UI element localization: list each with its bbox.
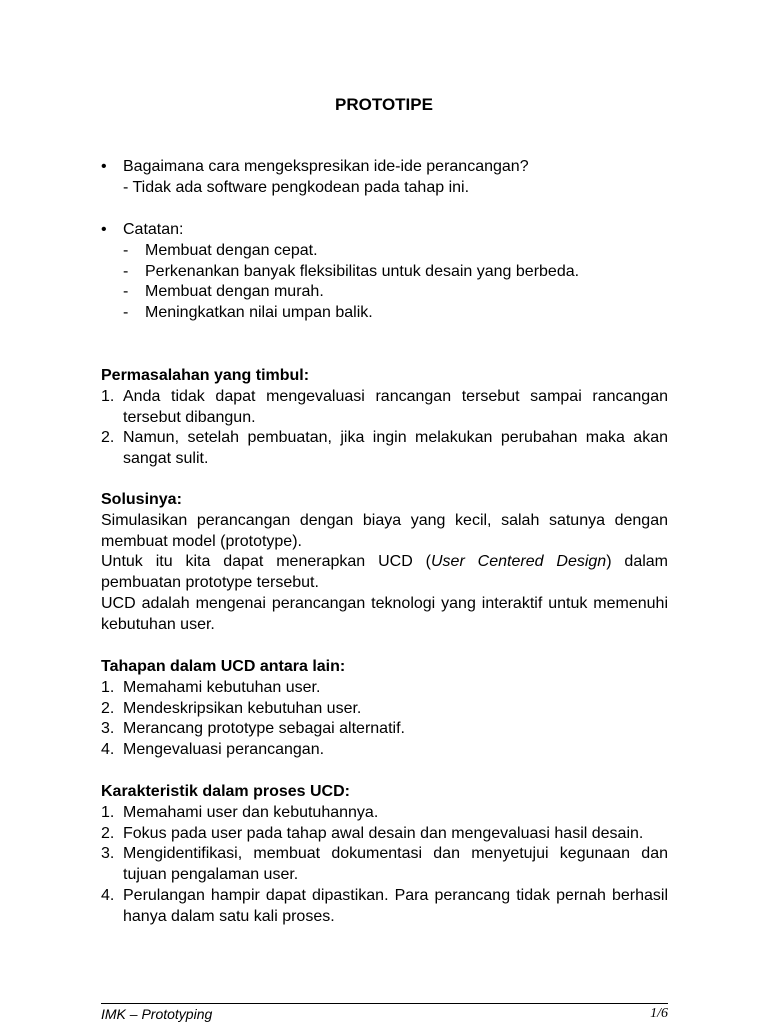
note-item: - Meningkatkan nilai umpan balik. xyxy=(123,304,373,322)
list-item: 3. Merancang prototype sebagai alternatif. xyxy=(101,720,405,738)
bullet-symbol: • xyxy=(101,221,107,238)
footer-divider xyxy=(101,1003,668,1004)
note-item: - Membuat dengan cepat. xyxy=(123,241,318,259)
solution-section xyxy=(101,490,668,636)
stages-section xyxy=(101,657,668,761)
note-item: - Perkenankan banyak fleksibilitas untuk desain yang berbeda. xyxy=(123,262,580,280)
list-item: 1. Memahami user dan kebutuhannya. xyxy=(101,803,379,821)
problems-heading: Permasalahan yang timbul: xyxy=(101,367,310,384)
list-item: 2. Fokus pada user pada tahap awal desain dan mengevaluasi hasil desain. xyxy=(101,824,644,842)
solution-paragraph-1: Simulasikan perancangan dengan biaya yang kecil, salah satunya dengan membuat model (prototype). xyxy=(101,511,668,550)
list-item: 2. Namun, setelah pembuatan, jika ingin melakukan perubahan maka akan sangat sulit. xyxy=(101,429,668,468)
stages-heading: Tahapan dalam UCD antara lain: xyxy=(101,658,346,675)
list-item: 3. Mengidentifikasi, membuat dokumentasi dan menyetujui kegunaan dan tujuan pengalaman user. xyxy=(101,845,668,884)
note-item: - Membuat dengan murah. xyxy=(123,283,324,301)
bullet-question xyxy=(101,157,671,199)
solution-paragraph-3: UCD adalah mengenai perancangan teknologi yang interaktif untuk memenuhi kebutuhan user. xyxy=(101,594,668,633)
bullet-question-text: Bagaimana cara mengekspresikan ide-ide perancangan? xyxy=(123,158,529,175)
list-item: 1. Anda tidak dapat mengevaluasi rancangan tersebut sampai rancangan tersebut dibangun. xyxy=(101,387,668,426)
list-item: 4. Perulangan hampir dapat dipastikan. Para perancang tidak pernah berhasil hanya dalam satu kali proses. xyxy=(101,886,668,925)
ucd-expansion: User Centered Design xyxy=(430,553,607,571)
list-item: 2. Mendeskripsikan kebutuhan user. xyxy=(101,699,362,717)
bullet-notes-label: Catatan: xyxy=(123,221,184,238)
footer-course-label: IMK – Prototyping xyxy=(101,1006,213,1022)
characteristics-section xyxy=(101,782,668,928)
problems-section xyxy=(101,366,668,470)
list-item: 4. Mengevaluasi perancangan. xyxy=(101,741,325,759)
solution-heading: Solusinya: xyxy=(101,491,182,508)
page-title: PROTOTIPE xyxy=(335,95,433,114)
bullet-notes xyxy=(101,220,671,324)
list-item: 1. Memahami kebutuhan user. xyxy=(101,678,321,696)
characteristics-heading: Karakteristik dalam proses UCD: xyxy=(101,783,350,800)
solution-paragraph-2: Untuk itu kita dapat menerapkan UCD (User Centered Design) dalam pembuatan prototype tersebut. xyxy=(101,553,669,592)
page-number: 1/6 xyxy=(650,1006,668,1021)
bullet-symbol: • xyxy=(101,158,107,175)
bullet-question-sub: - Tidak ada software pengkodean pada tahap ini. xyxy=(123,178,470,196)
